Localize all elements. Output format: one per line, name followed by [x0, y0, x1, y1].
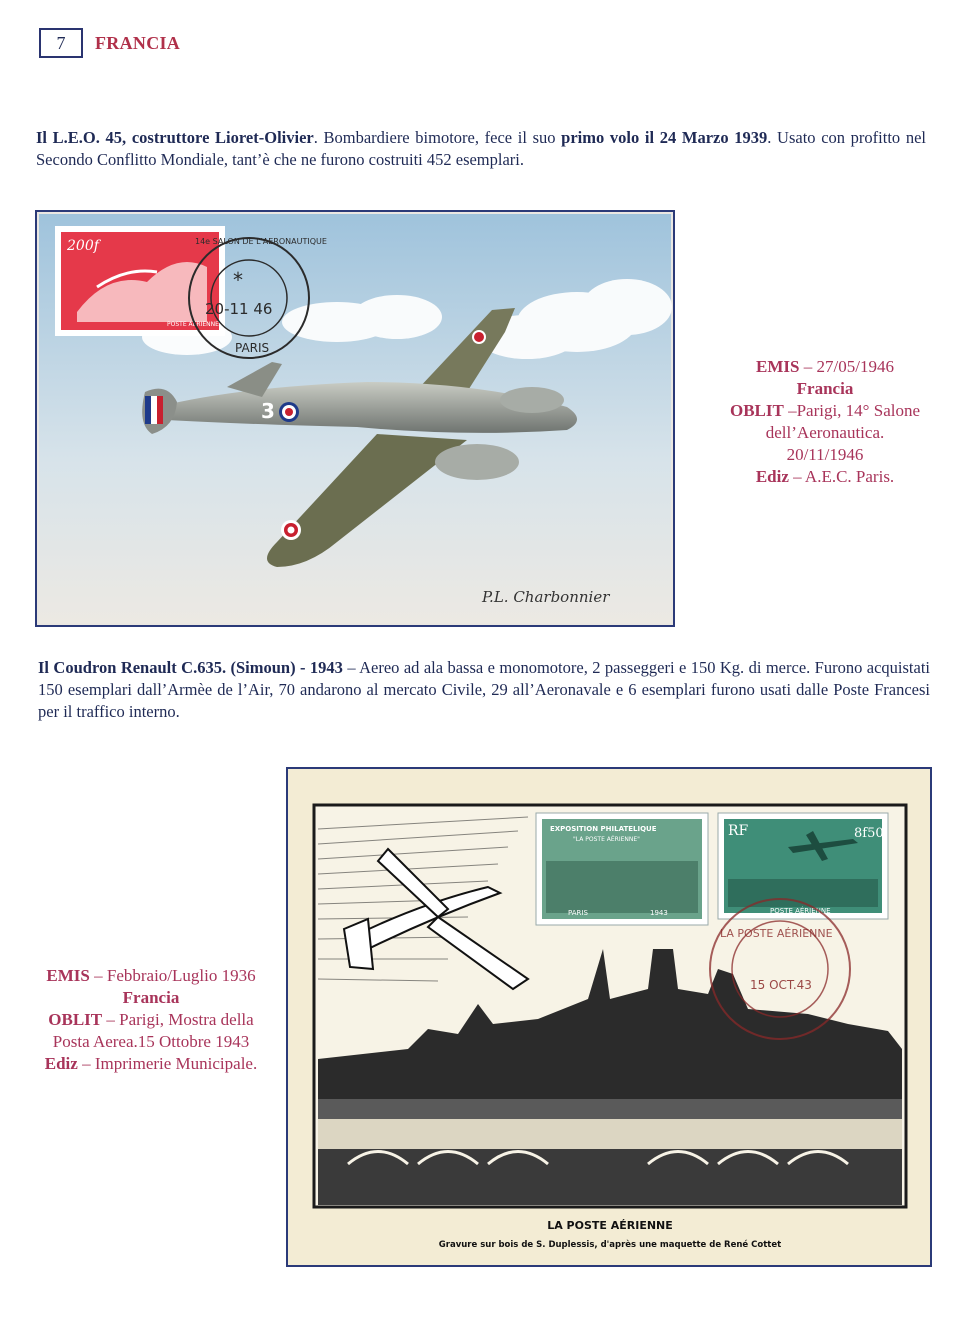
postmark-date: 20-11 46: [205, 300, 273, 318]
oblit-value-line3: 20/11/1946: [786, 445, 864, 464]
stamp-value: 200f: [67, 238, 99, 254]
postmark-city: PARIS: [235, 341, 270, 355]
ediz-value: – A.E.C. Paris.: [788, 467, 895, 486]
leo45-first-flight: primo volo il 24 Marzo 1939: [561, 128, 768, 147]
page-number: 7: [39, 28, 83, 58]
stamp2-caption: POSTE AÉRIENNE: [770, 907, 831, 915]
card1-details: [690, 356, 960, 488]
oblit-value: –Parigi, 14° Salone: [783, 401, 921, 420]
maximum-card-leo45: [35, 210, 675, 627]
page-title: FRANCIA: [95, 33, 181, 53]
stamp2-value: 8f50: [854, 826, 884, 841]
emis-label: EMIS: [756, 357, 800, 376]
stamp1-title: EXPOSITION PHILATELIQUE: [550, 825, 657, 833]
country-label: Francia: [122, 988, 180, 1007]
emis-value: – Febbraio/Luglio 1936: [89, 966, 256, 985]
ediz-label: Ediz: [755, 467, 789, 486]
stamp1-subtitle: "LA POSTE AÉRIENNE": [573, 836, 640, 843]
artist-signature: P.L. Charbonnier: [482, 588, 610, 606]
paris-engraving: [288, 769, 930, 1265]
card-caption-credit: Gravure sur bois de S. Duplessis, d'après une maquette de René Cottet: [438, 1240, 782, 1250]
maximum-card-poste-aerienne: [286, 767, 932, 1267]
simoun-description: [38, 657, 930, 723]
simoun-title: Il Coudron Renault C.635. (Simoun) - 1943: [38, 658, 343, 677]
simoun-text: – Aereo ad ala bassa e monomotore, 2 passeggeri e 150 Kg. di merce. Furono acquistati 150 esemplari dall’Armèe de l’Air, 70 andarono al mercato Civile, 29 all’Aeronavale e 6 esemplari furono usati dalle Poste Francesi per il traffico interno.: [38, 658, 931, 721]
oblit-value-line2: Posta Aerea.15 Ottobre 1943: [52, 1032, 250, 1051]
leo45-title: Il L.E.O. 45, costruttore Lioret-Olivier: [36, 128, 314, 147]
postmark-star: *: [233, 268, 243, 292]
leo45-description: [36, 127, 926, 171]
postmark-ring-text: LA POSTE AÉRIENNE: [720, 927, 833, 940]
leo45-text-2: . Usato con profitto nel Secondo Conflitto Mondiale, tant’è che ne furono costruiti 452 esemplari.: [36, 128, 926, 169]
leo45-illustration: [37, 212, 673, 625]
ediz-label: Ediz: [44, 1054, 78, 1073]
emis-value: – 27/05/1946: [799, 357, 894, 376]
stamp-caption: POSTE AÉRIENNE: [167, 321, 219, 328]
stamp1-year: 1943: [650, 909, 668, 917]
ediz-value: – Imprimerie Municipale.: [77, 1054, 258, 1073]
card-caption-title: LA POSTE AÉRIENNE: [547, 1219, 673, 1232]
stamp1-city: PARIS: [568, 909, 588, 917]
country-label: Francia: [796, 379, 854, 398]
postmark-ring-text: 14e SALON DE L'AERONAUTIQUE: [195, 237, 327, 246]
postmark-date: 15 OCT.43: [750, 978, 812, 992]
stamp2-rf: RF: [728, 823, 749, 839]
emis-label: EMIS: [46, 966, 90, 985]
card2-details: [20, 965, 282, 1075]
oblit-value: – Parigi, Mostra della: [102, 1010, 254, 1029]
oblit-label: OBLIT: [729, 401, 784, 420]
leo45-text-1: . Bombardiere bimotore, fece il suo: [313, 128, 562, 147]
oblit-value-line2: dell’Aeronautica.: [765, 423, 885, 442]
oblit-label: OBLIT: [48, 1010, 103, 1029]
plane-number: 3: [261, 399, 275, 423]
